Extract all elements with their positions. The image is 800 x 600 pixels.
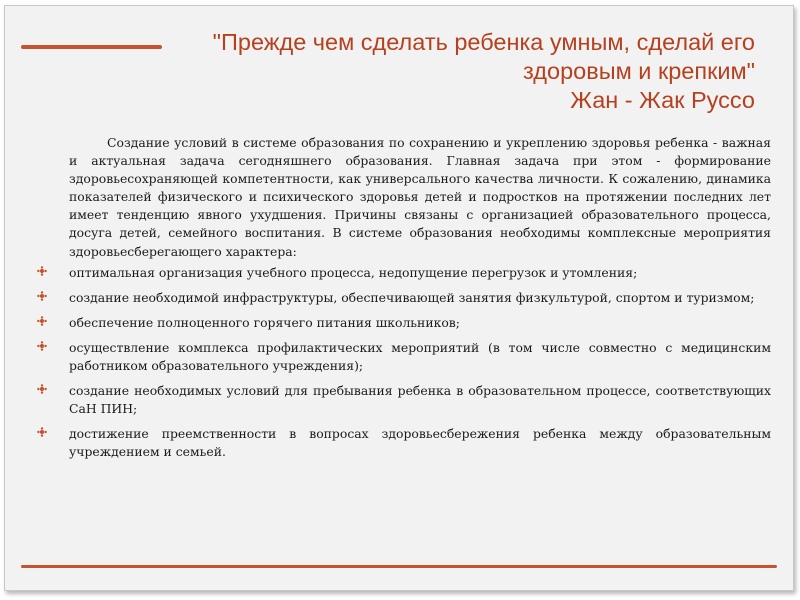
list-item-text: осуществление комплекса профилактических мероприятий (в том числе совместно с медицинским работником образовательного учреждения); [69, 339, 771, 374]
list-item [69, 314, 771, 332]
intro-paragraph: Создание условий в системе образования по сохранению и укреплению здоровья ребенка - важная и актуальная задача сегодняшнего образования. Главная задача при этом - формирование здоровьесохраняющей компетентности, как универсального качества личности. К сожалению, динамика показателей физического и психического здоровья детей и подростков на протяжении последних лет имеет тенденцию явного ухудшения. Причины связаны с организацией образовательного процесса, досуга детей, семейного воспитания. В системе образования необходимы комплексные мероприятия здоровьесберегающего характера: [69, 135, 771, 259]
list-item [69, 382, 771, 418]
ornate-bullet-icon [37, 266, 47, 276]
ornate-bullet-icon [37, 291, 47, 301]
list-item [69, 289, 771, 307]
list-item [69, 264, 771, 282]
ornate-bullet-icon [37, 384, 47, 394]
title-accent-rule [21, 45, 162, 49]
slide-body [69, 134, 771, 469]
title-line-1: "Прежде чем сделать ребенка умным, сделай его [212, 29, 755, 55]
list-item-text: создание необходимых условий для пребывания ребенка в образовательном процессе, соответствующих СаН ПИН; [69, 383, 771, 417]
list-item [69, 425, 771, 461]
list-item-text: создание необходимой инфраструктуры, обеспечивающей занятия физкультурой, спортом и туризмом; [69, 289, 755, 305]
ornate-bullet-icon [37, 427, 47, 437]
ornate-bullet-icon [37, 341, 47, 351]
slide-title [165, 28, 755, 115]
bullet-list [69, 264, 771, 462]
list-item-text: достижение преемственности в вопросах здоровьесбережения ребенка между образовательным учреждением и семьей. [69, 426, 771, 460]
list-item-text: обеспечение полноценного горячего питания школьников; [69, 314, 460, 330]
title-line-2: здоровым и крепким" [523, 58, 755, 84]
slide [4, 5, 794, 591]
title-author: Жан - Жак Руссо [570, 87, 755, 113]
footer-accent-rule [21, 565, 777, 568]
list-item-text: оптимальная организация учебного процесса, недопущение перегрузок и утомления; [69, 264, 638, 280]
list-item [69, 339, 771, 375]
ornate-bullet-icon [37, 316, 47, 326]
